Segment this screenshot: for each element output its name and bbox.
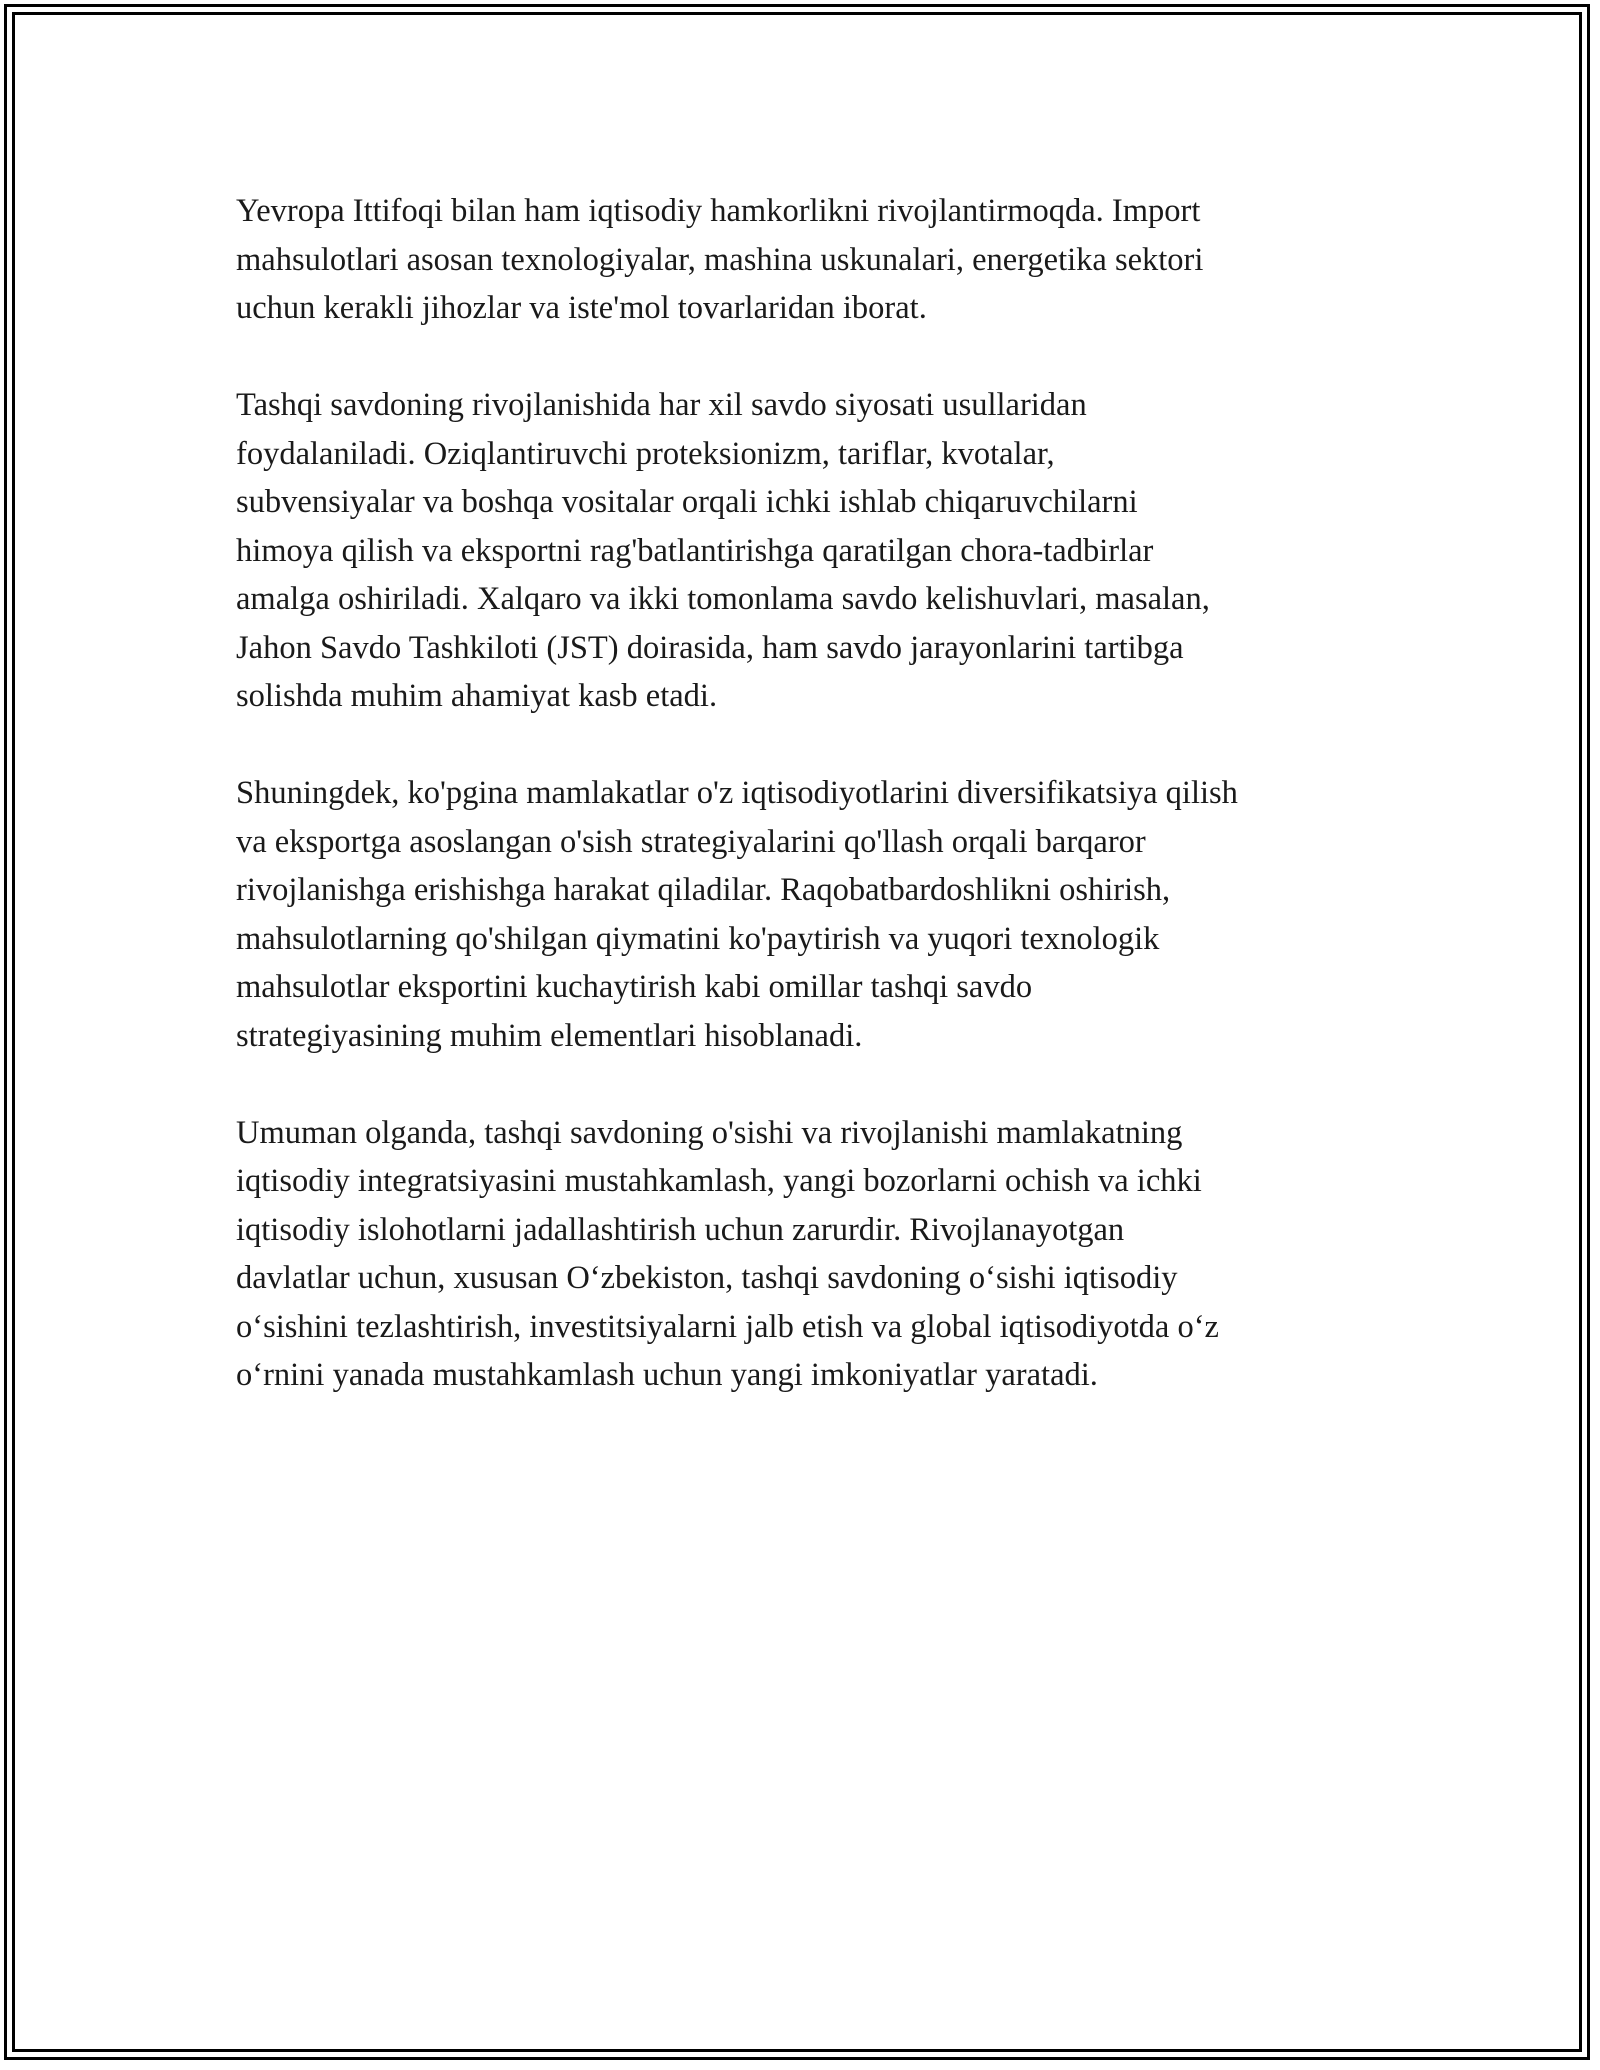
paragraph-conclusion: Umuman olganda, tashqi savdoning o'sishi va rivojlanishi mamlakatning iqtisodiy integratsiyasini mustahkamlash, yangi bozorlarni ochish va ichki iqtisodiy islohotlarni jadallashtirish uchun zarurdir. Rivojlanayotgan davlatlar uchun, xususan O‘zbekiston, tashqi savdoning o‘sishi iqtisodiy o‘sishini tezlashtirish, investitsiyalarni jalb etish va global iqtisodiyotda o‘z o‘rnini yanada mustahkamlash uchun yangi imkoniyatlar yaratadi. bbox=[236, 1114, 1219, 1393]
paragraph-diversification: Shuningdek, ko'pgina mamlakatlar o'z iqtisodiyotlarini diversifikatsiya qilish va eksportga asoslangan o'sish strategiyalarini qo'llash orqali barqaror rivojlanishga erishishga harakat qiladilar. Raqobatbardoshlikni oshirish, mahsulotlarning qo'shilgan qiymatini ko'paytirish va yuqori texnologik mahsulotlar eksportini kuchaytirish kabi omillar tashqi savdo strategiyasining muhim elementlari hisoblanadi. bbox=[236, 775, 1238, 1054]
paragraph-trade-policy: Tashqi savdoning rivojlanishida har xil savdo siyosati usullaridan foydalaniladi. Oziqlantiruvchi proteksionizm, tariflar, kvotalar, subvensiyalar va boshqa vositalar orqali ichki ishlab chiqaruvchilarni himoya qilish va eksportni rag'batlantirishga qaratilgan chora-tadbirlar amalga oshiriladi. Xalqaro va ikki tomonlama savdo kelishuvlari, masalan, Jahon Savdo Tashkiloti (JST) doirasida, ham savdo jarayonlarini tartibga solishda muhim ahamiyat kasb etadi. bbox=[236, 387, 1210, 714]
paragraph-eu-cooperation: Yevropa Ittifoqi bilan ham iqtisodiy hamkorlikni rivojlantirmoqda. Import mahsulotlari asosan texnologiyalar, mashina uskunalari, energetika sektori uchun kerakli jihozlar va iste'mol tovarlaridan iborat. bbox=[236, 193, 1204, 326]
document-body bbox=[236, 187, 1386, 1448]
